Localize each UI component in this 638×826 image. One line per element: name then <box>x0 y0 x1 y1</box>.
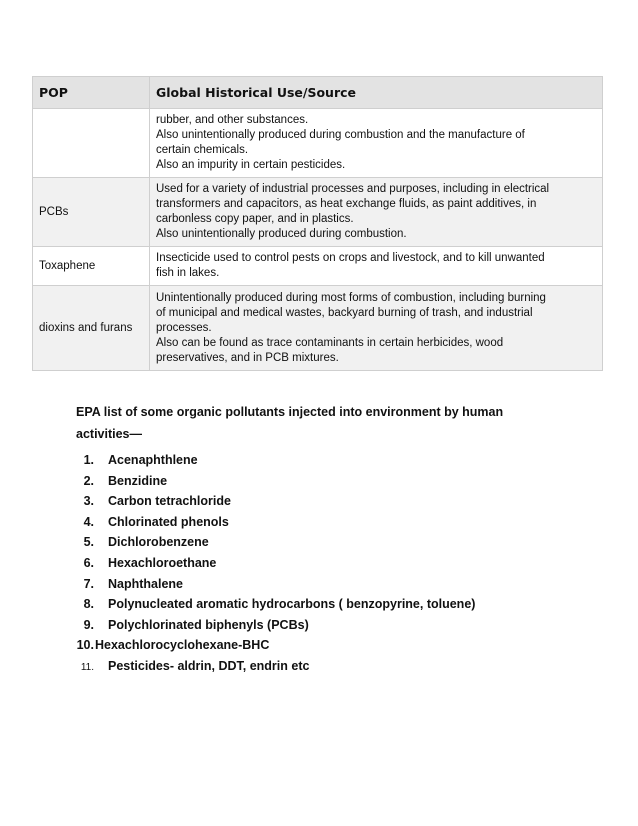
use-line: Used for a variety of industrial processes and purposes, including in electrical <box>156 183 550 195</box>
list-item-text: Naphthalene <box>108 576 184 591</box>
use-cell <box>150 178 603 247</box>
use-line: Also can be found as trace contaminants in certain herbicides, wood <box>156 336 504 349</box>
list-item <box>76 615 475 636</box>
list-item <box>76 594 475 615</box>
list-item-number: 10. <box>76 638 94 653</box>
pop-cell: dioxins and furans <box>33 286 150 371</box>
list-item-number: 3. <box>83 494 94 509</box>
list-item-number: 11. <box>80 661 94 673</box>
pop-cell: PCBs <box>33 178 150 247</box>
list-item-number: 9. <box>83 617 94 632</box>
list-item <box>76 450 475 471</box>
list-item <box>76 491 475 512</box>
table-row <box>33 109 603 178</box>
list-item-text: Polynucleated aromatic hydrocarbons ( benzopyrine, toluene) <box>108 597 476 612</box>
list-item-number: 8. <box>83 597 94 612</box>
use-line: Unintentionally produced during most forms of combustion, including burning <box>156 291 546 304</box>
use-line: transformers and capacitors, as heat exchange fluids, as paint additives, in <box>156 198 537 210</box>
use-line: Also unintentionally produced during combustion. <box>156 228 407 240</box>
list-item-number: 7. <box>83 576 94 591</box>
list-item <box>76 656 475 677</box>
epa-heading-line: EPA list of some organic pollutants injected into environment by human <box>76 405 504 419</box>
use-cell <box>150 109 603 178</box>
column-header-use: Global Historical Use/Source <box>150 77 603 109</box>
list-item-text: Acenaphthlene <box>108 453 198 467</box>
list-item-text: Pesticides- aldrin, DDT, endrin etc <box>108 658 310 673</box>
list-item-number: 6. <box>83 555 94 570</box>
table-row <box>33 286 603 371</box>
pop-cell <box>33 109 150 178</box>
pop-cell: Toxaphene <box>33 247 150 286</box>
use-cell <box>150 247 603 286</box>
list-item-text: Chlorinated phenols <box>108 514 229 529</box>
table-row <box>33 247 603 286</box>
epa-list-heading <box>76 401 546 445</box>
epa-pollutant-list <box>76 450 475 677</box>
list-item-text: Carbon tetrachloride <box>108 494 231 509</box>
list-item <box>76 532 475 553</box>
use-line: preservatives, and in PCB mixtures. <box>156 351 339 364</box>
use-line: Also an impurity in certain pesticides. <box>156 159 346 171</box>
list-item <box>76 512 475 533</box>
table-header-row <box>33 77 603 109</box>
pop-table <box>32 76 603 371</box>
list-item <box>76 553 475 574</box>
list-item <box>76 635 475 656</box>
use-line: certain chemicals. <box>156 144 249 156</box>
table-row <box>33 178 603 247</box>
use-line: rubber, and other substances. <box>156 114 309 126</box>
list-item-text: Dichlorobenzene <box>108 535 209 550</box>
use-line: Also unintentionally produced during combustion and the manufacture of <box>156 129 525 141</box>
use-cell <box>150 286 603 371</box>
list-item-number: 5. <box>83 535 94 550</box>
list-item <box>76 574 475 595</box>
column-header-pop: POP <box>33 77 150 109</box>
use-line: fish in lakes. <box>156 267 220 279</box>
list-item-number: 2. <box>83 473 94 488</box>
list-item <box>76 471 475 492</box>
use-line: Insecticide used to control pests on crops and livestock, and to kill unwanted <box>156 252 545 264</box>
list-item-text: Hexachloroethane <box>108 555 217 570</box>
use-line: processes. <box>156 321 212 334</box>
use-line: carbonless copy paper, and in plastics. <box>156 213 354 225</box>
list-item-text: Hexachlorocyclohexane-BHC <box>95 638 270 653</box>
list-item-text: Polychlorinated biphenyls (PCBs) <box>108 617 309 632</box>
list-item-number: 4. <box>83 514 94 529</box>
list-item-number: 1. <box>83 453 94 467</box>
list-item-text: Benzidine <box>108 473 168 488</box>
use-line: of municipal and medical wastes, backyard burning of trash, and industrial <box>156 306 533 319</box>
epa-heading-line: activities— <box>76 427 143 441</box>
